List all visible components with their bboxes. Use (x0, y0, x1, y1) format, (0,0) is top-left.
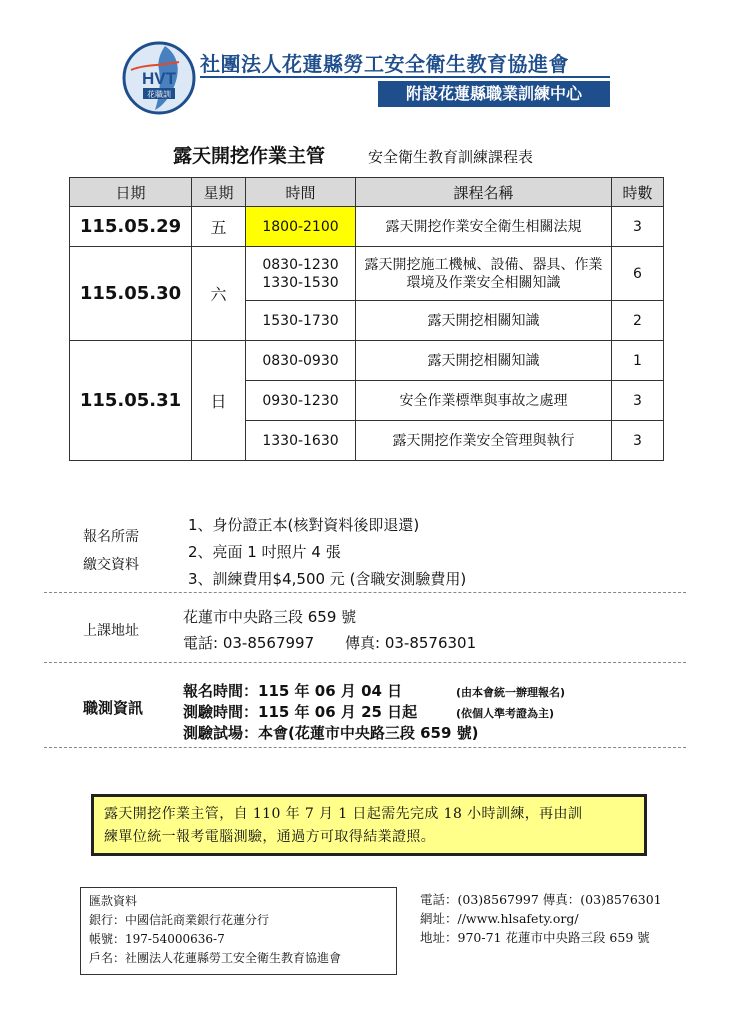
course-cell: 安全作業標準與事故之處理 (356, 381, 612, 421)
course-line: 環境及作業安全相關知識 (406, 274, 561, 291)
course-cell: 露天開挖作業安全管理與執行 (356, 421, 612, 461)
header-divider (200, 76, 610, 78)
address-line: 花蓮市中央路三段 659 號 (183, 608, 357, 626)
exam-test-date: 測驗時間：115 年 06 月 25 日起 (183, 703, 418, 721)
weekday-cell: 日 (192, 341, 246, 461)
schedule-table (69, 177, 664, 461)
hours-cell: 3 (612, 381, 664, 421)
contact-info (420, 890, 662, 947)
time-cell: 1530-1730 (246, 301, 356, 341)
exam-signup-note: (由本會統一辦理報名) (456, 686, 566, 699)
notice-line: 練單位統一報考電腦測驗，通過方可取得結業證照。 (104, 829, 436, 845)
bank-title: 匯款資料 (89, 894, 138, 908)
bank-info-box (80, 887, 397, 975)
hours-cell: 2 (612, 301, 664, 341)
bank-holder: 戶名：社團法人花蓮縣勞工安全衛生教育協進會 (89, 951, 342, 965)
address-label: 上課地址 (83, 623, 139, 639)
column-header-time: 時間 (246, 178, 356, 207)
weekday-cell: 五 (192, 207, 246, 247)
bank-account: 帳號：197-54000636-7 (89, 932, 225, 946)
hours-cell: 1 (612, 341, 664, 381)
training-center-name: 附設花蓮縣職業訓練中心 (378, 81, 610, 107)
section-divider (44, 747, 686, 748)
organization-logo (121, 40, 197, 116)
time-cell: 0830-0930 (246, 341, 356, 381)
date-cell: 115.05.31 (70, 341, 192, 461)
date-cell: 115.05.30 (70, 247, 192, 341)
column-header-hours: 時數 (612, 178, 664, 207)
time-cell: 1330-1630 (246, 421, 356, 461)
time-line: 0830-1230 (262, 256, 339, 273)
table-header-row (70, 178, 664, 207)
contact-phone-fax: 電話：(03)8567997 傳真：(03)8576301 (420, 892, 662, 907)
course-cell: 露天開挖作業安全衛生相關法規 (356, 207, 612, 247)
logo-text: HVT (142, 69, 176, 88)
registration-label-line2: 繳交資料 (83, 557, 139, 573)
time-line: 1330-1530 (262, 274, 339, 291)
column-header-weekday: 星期 (192, 178, 246, 207)
hours-cell: 3 (612, 421, 664, 461)
time-cell-highlighted: 1800-2100 (246, 207, 356, 247)
course-subtitle: 安全衛生教育訓練課程表 (368, 148, 534, 166)
time-cell (246, 247, 356, 301)
column-header-date: 日期 (70, 178, 192, 207)
registration-item: 2、亮面 1 吋照片 4 張 (188, 543, 341, 561)
course-line: 露天開挖施工機械、設備、器具、作業 (364, 256, 603, 273)
registration-label-line1: 報名所需 (83, 529, 139, 545)
logo-subtext: 花職訓 (147, 90, 171, 99)
notice-line: 露天開挖作業主管，自 110 年 7 月 1 日起需先完成 18 小時訓練，再由訓 (104, 806, 583, 822)
table-row (70, 207, 664, 247)
hours-cell: 3 (612, 207, 664, 247)
column-header-course: 課程名稱 (356, 178, 612, 207)
table-row (70, 247, 664, 301)
table-row (70, 341, 664, 381)
exam-venue: 測驗試場：本會(花蓮市中央路三段 659 號) (183, 724, 479, 742)
course-title: 露天開挖作業主管 (173, 145, 326, 167)
contact-website: 網址：//www.hlsafety.org/ (420, 911, 579, 926)
organization-name: 社團法人花蓮縣勞工安全衛生教育協進會 (200, 52, 569, 76)
registration-item: 1、身份證正本(核對資料後即退還) (188, 516, 420, 534)
exam-test-note: (依個人準考證為主) (456, 707, 555, 720)
date-cell: 115.05.29 (70, 207, 192, 247)
address-phone: 電話: 03-8567997 (183, 634, 315, 652)
registration-item: 3、訓練費用$4,500 元 (含職安測驗費用) (188, 570, 467, 588)
hours-cell: 6 (612, 247, 664, 301)
section-divider (44, 662, 686, 663)
course-cell: 露天開挖相關知識 (356, 341, 612, 381)
contact-address: 地址：970-71 花蓮市中央路三段 659 號 (420, 930, 650, 945)
training-notice (91, 794, 647, 856)
weekday-cell: 六 (192, 247, 246, 341)
exam-label: 職測資訊 (83, 699, 144, 717)
bank-name: 銀行：中國信託商業銀行花蓮分行 (89, 913, 270, 927)
time-cell: 0930-1230 (246, 381, 356, 421)
address-fax: 傳真: 03-8576301 (345, 634, 477, 652)
course-cell (356, 247, 612, 301)
course-cell: 露天開挖相關知識 (356, 301, 612, 341)
section-divider (44, 592, 686, 593)
exam-signup-date: 報名時間：115 年 06 月 04 日 (183, 682, 403, 700)
